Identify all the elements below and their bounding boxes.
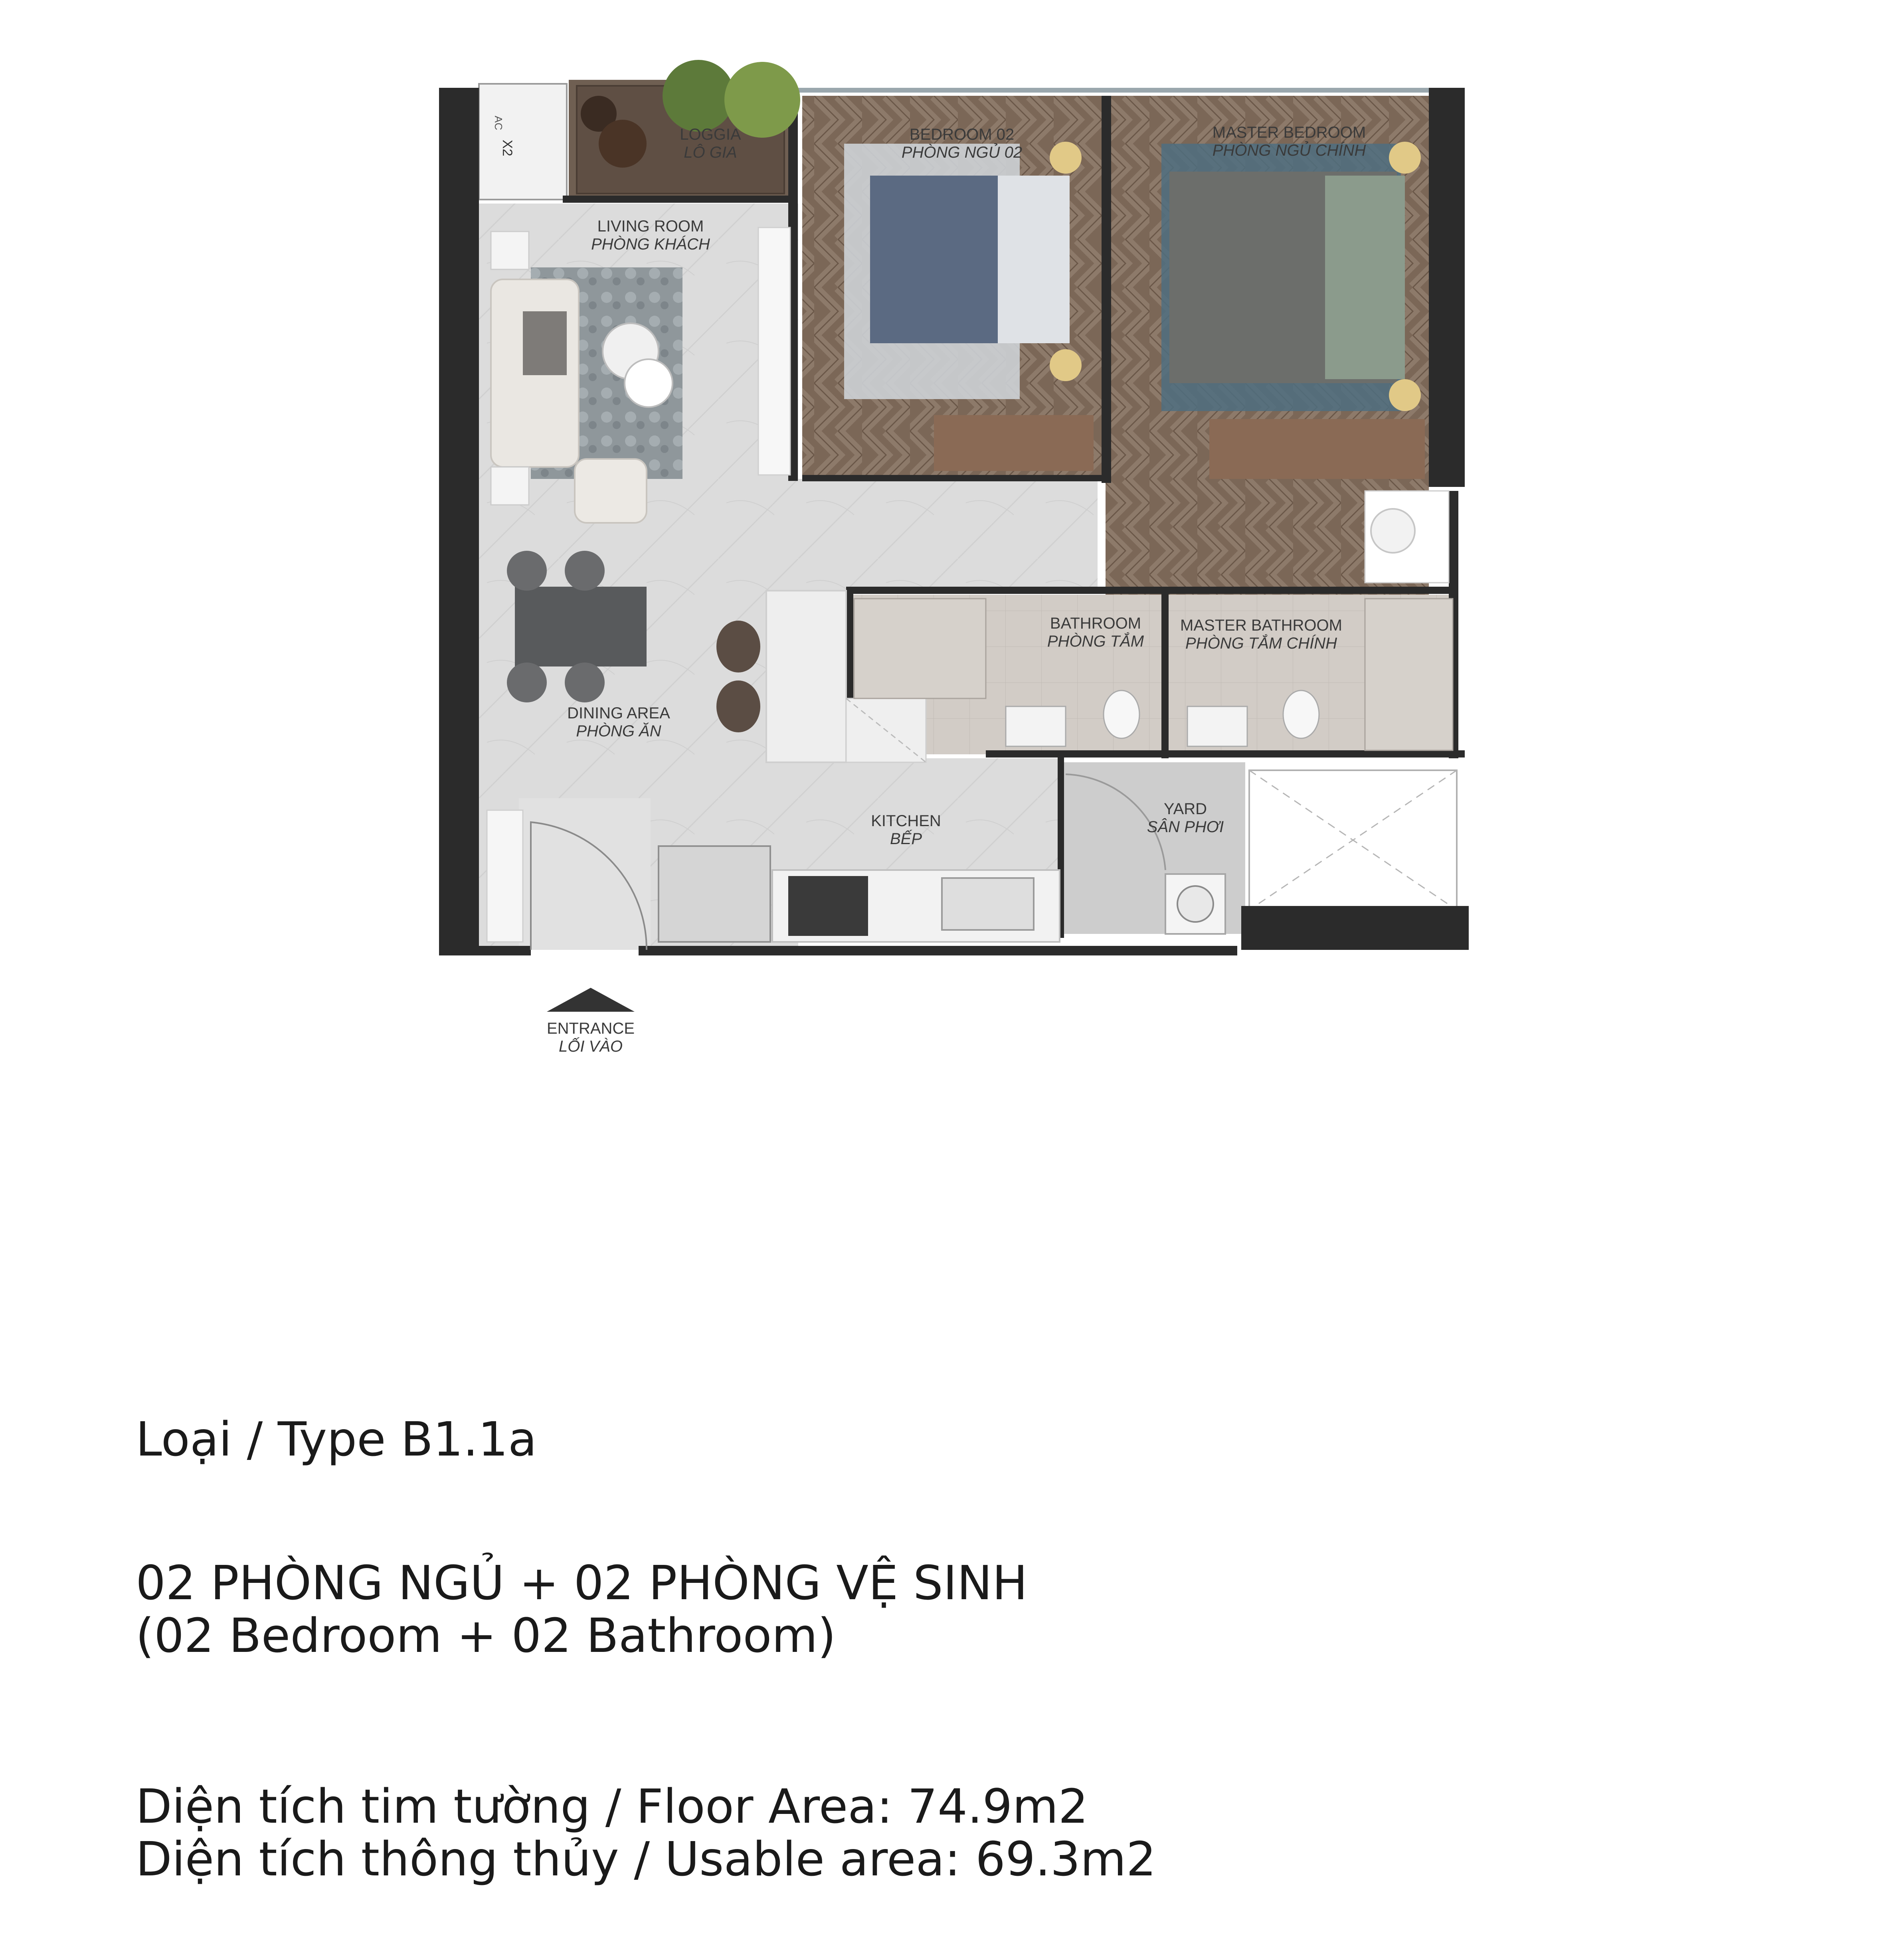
usable-area: Diện tích thông thủy / Usable area: 69.3m2 — [136, 1831, 1156, 1887]
dining-label: DINING AREA — [567, 704, 670, 722]
plant-icon — [663, 60, 734, 132]
side-table-icon — [599, 120, 647, 168]
master-bedroom-label-vi: PHÒNG NGỦ CHÍNH — [1212, 142, 1366, 159]
sink-icon — [1187, 706, 1247, 746]
desk — [1209, 419, 1425, 479]
dining-label-vi: PHÒNG ĂN — [576, 722, 661, 740]
unit-type-block — [136, 1413, 537, 1466]
toilet-icon — [1283, 690, 1319, 738]
lamp-icon — [1050, 349, 1082, 381]
entrance-label: ENTRANCE — [546, 1020, 635, 1037]
wardrobe — [758, 227, 790, 475]
rooms-en: (02 Bedroom + 02 Bathroom) — [136, 1608, 836, 1663]
fridge-icon — [659, 846, 770, 942]
lamp-icon — [1389, 142, 1421, 174]
ac-ledge — [479, 84, 567, 200]
shower-area — [854, 599, 986, 698]
loggia-label: LOGGIA — [680, 126, 741, 143]
dining-table-icon — [515, 587, 647, 667]
sink-icon — [1006, 706, 1066, 746]
yard-label-vi: SÂN PHƠI — [1147, 818, 1224, 836]
rooms-vi: 02 PHÒNG NGỦ + 02 PHÒNG VỆ SINH — [136, 1555, 1028, 1610]
bedroom2-label-vi: PHÒNG NGỦ 02 — [901, 144, 1023, 161]
unit-type: Loại / Type B1.1a — [136, 1412, 537, 1467]
yard-label: YARD — [1163, 800, 1207, 818]
kitchen-label-vi: BẾP — [890, 830, 922, 848]
desk — [934, 415, 1094, 471]
toilet-icon — [1104, 690, 1139, 738]
stove-icon — [788, 876, 868, 936]
window-top — [798, 88, 1429, 93]
loggia-label-vi: LÔ GIA — [684, 144, 737, 161]
master-bedroom-label: MASTER BEDROOM — [1212, 124, 1366, 141]
rooms-block — [136, 1557, 1028, 1662]
shower-area — [1365, 599, 1453, 750]
lamp-icon — [1389, 379, 1421, 411]
floor-area: Diện tích tim tường / Floor Area: 74.9m2 — [136, 1779, 1088, 1834]
entrance-floor — [519, 798, 651, 950]
ac-label: AC — [493, 116, 504, 131]
bathroom-label: BATHROOM — [1050, 615, 1141, 632]
hall-floor — [798, 479, 1098, 591]
bedroom2-label: BEDROOM 02 — [909, 126, 1015, 143]
area-block — [136, 1780, 1156, 1885]
lamp-icon — [1050, 142, 1082, 174]
sink-icon — [942, 878, 1034, 930]
living-room-label: LIVING ROOM — [597, 218, 704, 235]
master-bathroom-label: MASTER BATHROOM — [1180, 617, 1342, 634]
shoe-cabinet — [487, 810, 523, 942]
side-table-icon — [491, 231, 529, 269]
armchair-icon — [575, 459, 647, 523]
living-room-label-vi: PHÒNG KHÁCH — [591, 235, 710, 253]
ac-count: X2 — [500, 140, 515, 156]
bathroom-label-vi: PHÒNG TẮM — [1047, 633, 1144, 650]
master-bathroom-label-vi: PHÒNG TẮM CHÍNH — [1185, 635, 1337, 652]
kitchen-island — [766, 591, 846, 762]
entrance-arrow-icon — [547, 988, 635, 1012]
kitchen-label: KITCHEN — [871, 812, 941, 830]
side-table-icon — [491, 467, 529, 505]
entrance-label-vi: LỐI VÀO — [558, 1038, 623, 1055]
